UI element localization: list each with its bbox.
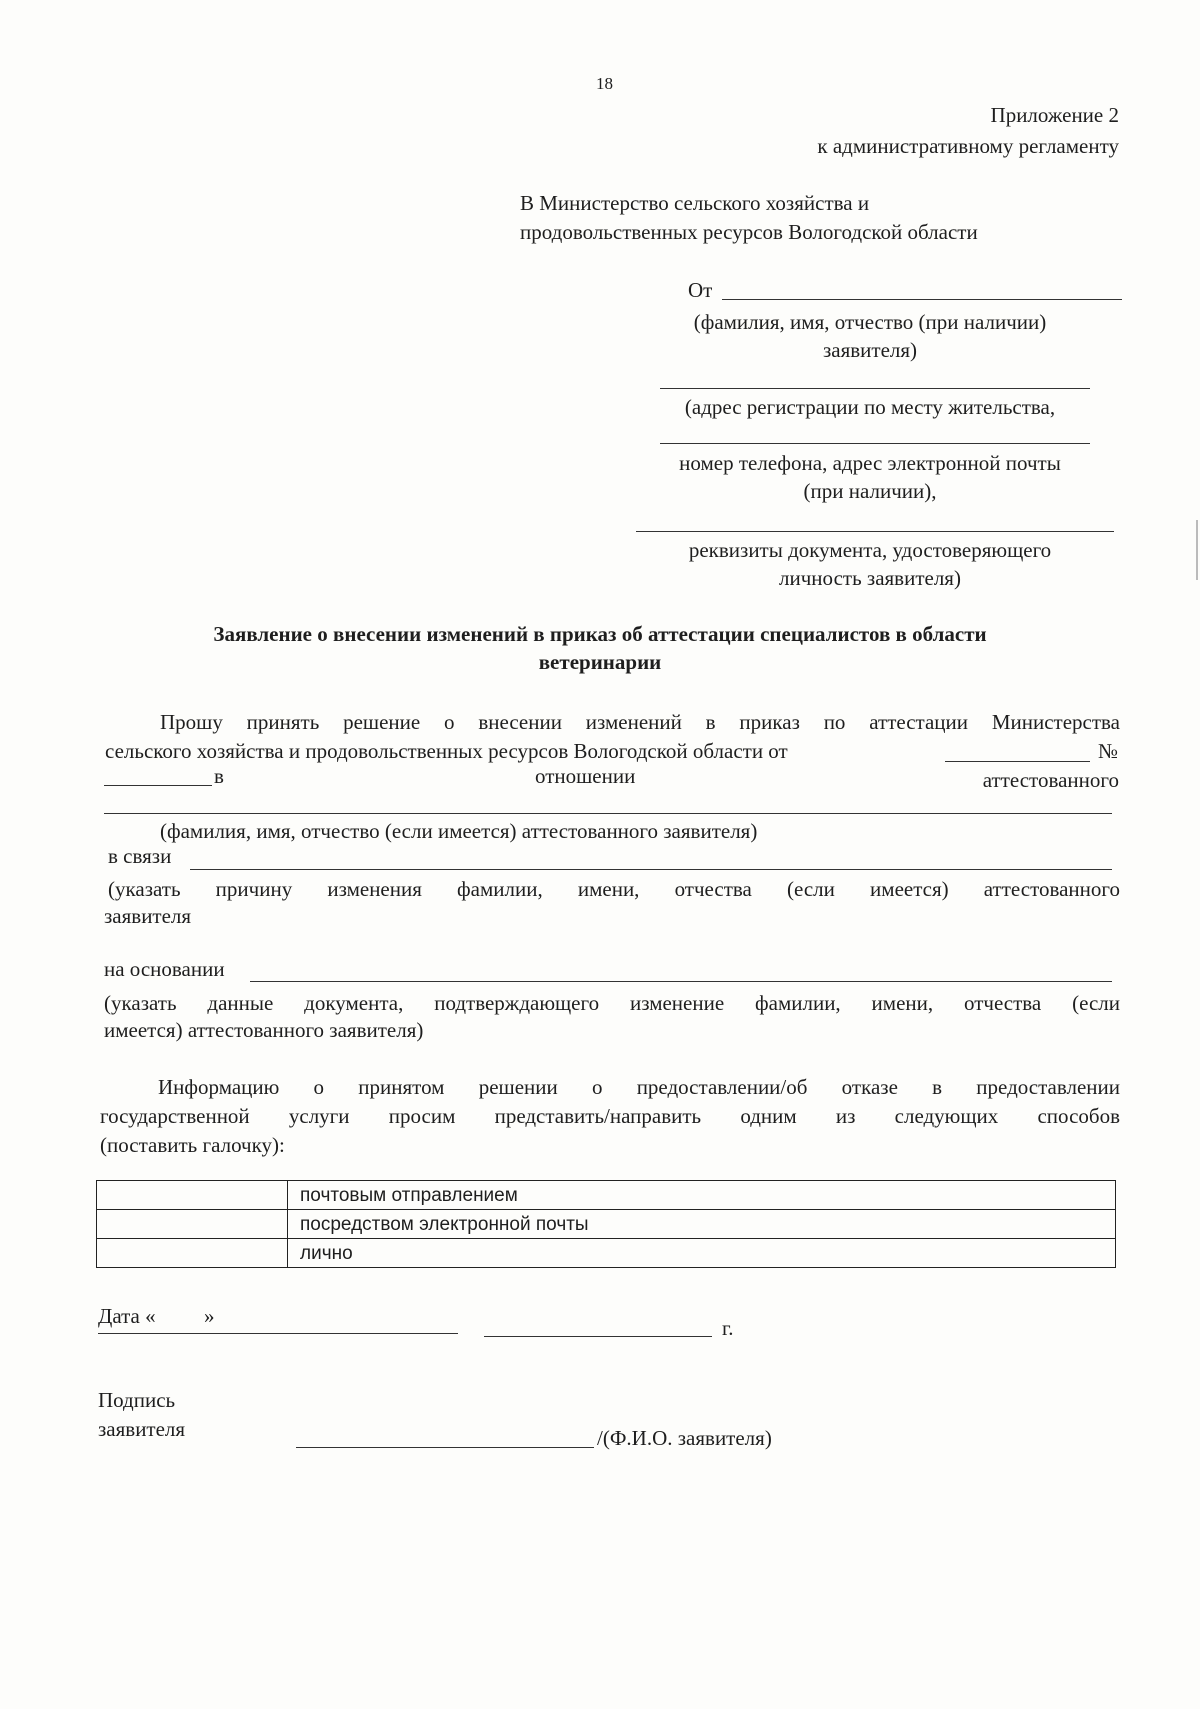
attested-name-hint: (фамилия, имя, отчество (если имеется) аттестованного заявителя): [160, 819, 758, 843]
delivery-methods-table: [96, 1180, 1116, 1268]
scan-artifact: [1196, 520, 1198, 580]
applicant-name-hint: (фамилия, имя, отчество (при наличии): [693, 310, 1047, 334]
date-close-quote: »: [204, 1304, 215, 1328]
word-relation: отношении: [535, 764, 636, 788]
applicant-address-field[interactable]: [660, 388, 1090, 389]
addressee-line-1: В Министерство сельского хозяйства и: [520, 191, 870, 215]
due-to-label: в связи: [108, 844, 172, 868]
date-day-field[interactable]: [98, 1333, 458, 1334]
basis-hint-2: имеется) аттестованного заявителя): [104, 1018, 424, 1042]
fio-hint: /(Ф.И.О. заявителя): [597, 1426, 772, 1450]
basis-field[interactable]: [250, 981, 1112, 982]
date-year-field[interactable]: [484, 1336, 712, 1337]
info-line-3: (поставить галочку):: [100, 1133, 285, 1157]
applicant-name-hint-2: заявителя): [822, 338, 918, 362]
method-label-post: почтовым отправлением: [288, 1181, 1116, 1210]
applicant-id-field[interactable]: [636, 531, 1114, 532]
date-label: Дата «: [98, 1304, 156, 1328]
basis-hint: (указать данные документа, подтверждающего изменение фамилии, имени, отчества (если: [104, 991, 1120, 1015]
document-title: Заявление о внесении изменений в приказ об аттестации специалистов в области: [213, 622, 987, 646]
id-document-hint-2: личность заявителя): [779, 566, 961, 590]
reason-field[interactable]: [190, 869, 1112, 870]
checkbox-cell-post[interactable]: [97, 1181, 288, 1210]
word-v: в: [214, 764, 224, 788]
signature-label-2: заявителя: [98, 1417, 186, 1441]
address-hint: (адрес регистрации по месту жительства,: [684, 395, 1056, 419]
info-line-1: Информацию о принятом решении о предоставлении/об отказе в предоставлении: [158, 1075, 1120, 1099]
basis-label: на основании: [104, 957, 225, 981]
addressee-line-2: продовольственных ресурсов Вологодской области: [520, 220, 978, 244]
document-title-line-2: ветеринарии: [538, 650, 662, 674]
number-sign: №: [1098, 739, 1119, 763]
checkbox-cell-email[interactable]: [97, 1210, 288, 1239]
applicant-contact-field[interactable]: [660, 443, 1090, 444]
attested-name-field[interactable]: [104, 813, 1112, 814]
signature-field[interactable]: [296, 1447, 594, 1448]
word-attested: аттестованного: [982, 768, 1119, 792]
info-line-2: государственной услуги просим представить/направить одним из следующих способов: [100, 1104, 1120, 1128]
page-number: 18: [596, 74, 613, 93]
request-line-2: сельского хозяйства и продовольственных ресурсов Вологодской области от: [105, 739, 788, 763]
method-label-email: посредством электронной почты: [288, 1210, 1116, 1239]
table-row: [97, 1210, 1116, 1239]
annex-subtitle: к административному регламенту: [817, 134, 1119, 158]
year-suffix: г.: [722, 1316, 734, 1340]
method-label-in-person: лично: [288, 1239, 1116, 1268]
applicant-name-field[interactable]: [722, 299, 1122, 300]
request-line-1: Прошу принять решение о внесении изменений в приказ по аттестации Министерства: [160, 710, 1120, 734]
contact-hint: номер телефона, адрес электронной почты: [679, 451, 1061, 475]
reason-hint: (указать причину изменения фамилии, имени, отчества (если имеется) аттестованного: [108, 877, 1120, 901]
table-row: [97, 1239, 1116, 1268]
order-date-field[interactable]: [945, 761, 1090, 762]
from-label: От: [688, 278, 713, 302]
id-document-hint: реквизиты документа, удостоверяющего: [688, 538, 1052, 562]
signature-label: Подпись: [98, 1388, 176, 1412]
table-row: [97, 1181, 1116, 1210]
order-number-field[interactable]: [104, 785, 212, 786]
contact-hint-2: (при наличии),: [803, 479, 937, 503]
checkbox-cell-in-person[interactable]: [97, 1239, 288, 1268]
annex-title: Приложение 2: [990, 103, 1119, 127]
reason-hint-2: заявителя: [104, 904, 192, 928]
